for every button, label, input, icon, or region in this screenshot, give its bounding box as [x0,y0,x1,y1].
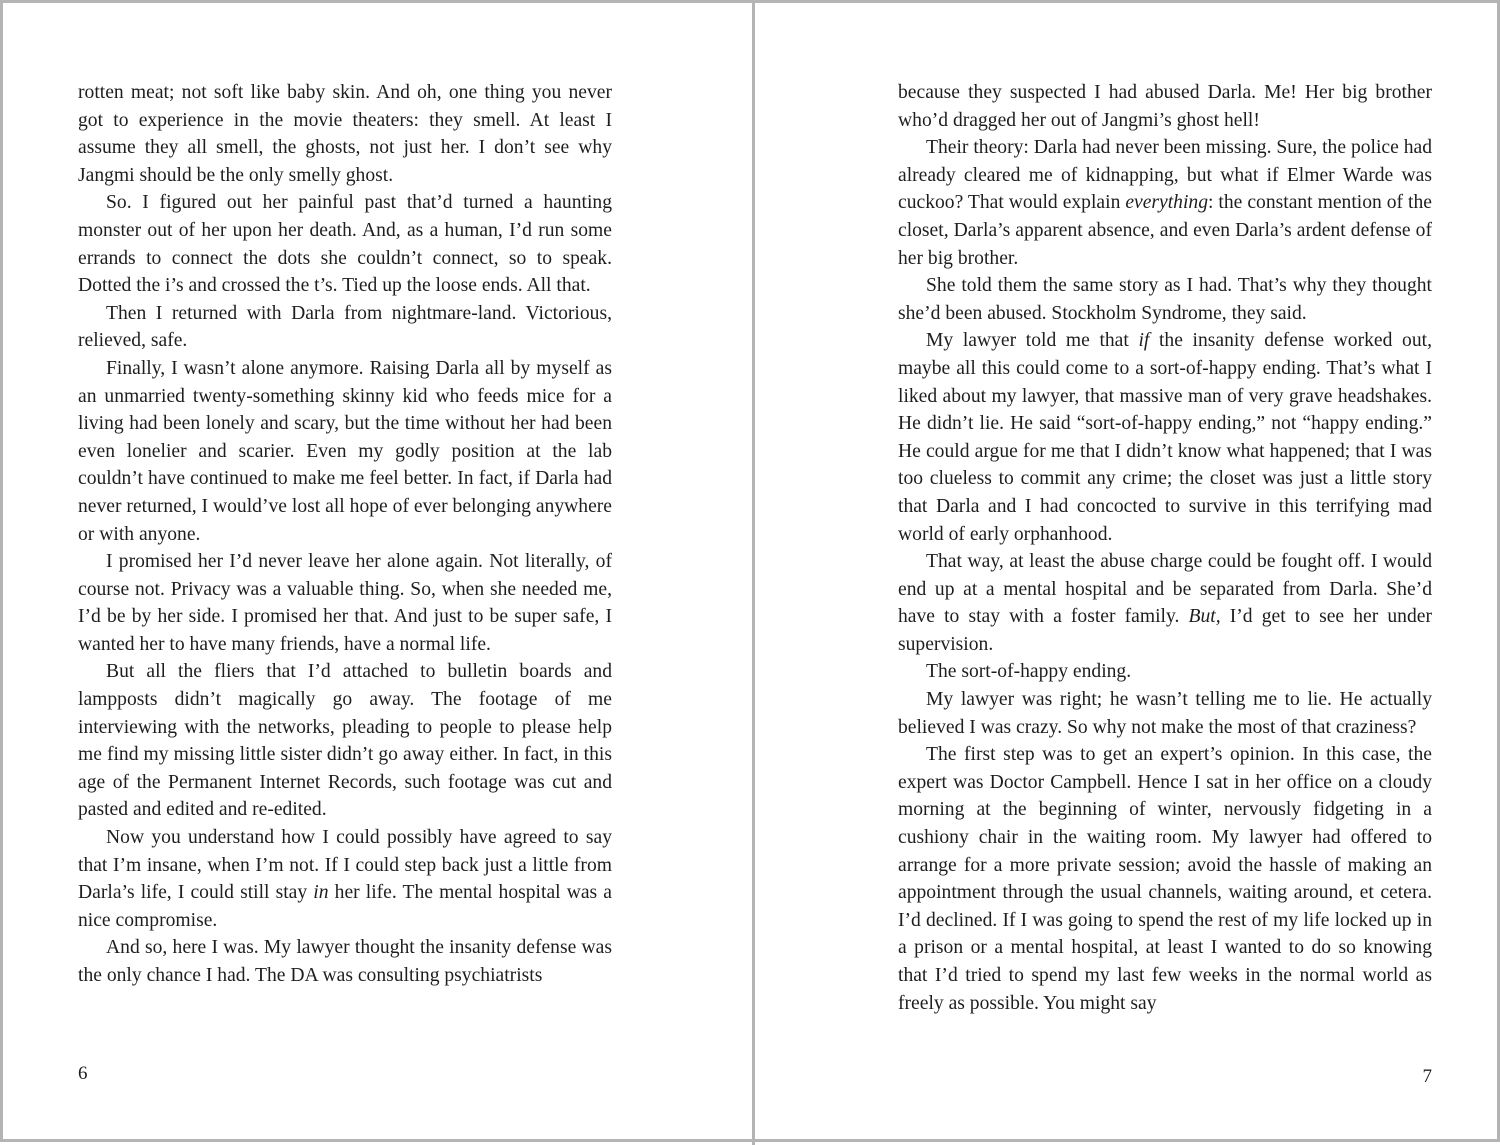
paragraph: So. I figured out her painful past that’d turned a haunting monster out of her upon her death. And, as a human, I’d run some errands to connect the dots she couldn’t connect, so to speak. Dotted the i’s and crossed the t’s. Tied up the loose ends. All that. [78,192,612,297]
paragraph: rotten meat; not soft like baby skin. And oh, one thing you never got to experience in the movie theaters: they smell. At least I assume they all smell, the ghosts, not just her. I don’t see why Jangmi should be the only smelly ghost. [78,82,612,186]
paragraph: My lawyer told me that if the insanity defense worked out, maybe all this could come to a sort-of-happy ending. That’s what I liked about my lawyer, that massive man of very grave headshakes. He didn’t lie. He said “sort-of-happy ending,” not “happy ending.” He could argue for me that I didn’t know what happened; that I was too clueless to commit any crime; the closet was just a little story that Darla and I had concocted to survive in this terrifying mad world of early orphanhood. [898,330,1432,545]
italic-emphasis: in [313,882,329,904]
right-page-body [898,79,1432,1017]
page-gutter-divider [752,3,755,1145]
paragraph: She told them the same story as I had. That’s why they thought she’d been abused. Stockholm Syndrome, they said. [898,275,1432,324]
page-number-left: 6 [78,1063,88,1084]
paragraph: My lawyer was right; he wasn’t telling me to lie. He actually believed I was crazy. So why not make the most of that craziness? [898,689,1432,738]
paragraph: Now you understand how I could possibly have agreed to say that I’m insane, when I’m not. If I could step back just a little from Darla’s life, I could still stay in her life. The mental hospital was a nice compromise. [78,827,612,931]
paragraph: Finally, I wasn’t alone anymore. Raising Darla all by myself as an unmarried twenty-something skinny kid who feeds mice for a living had been lonely and scary, but the time without her had been even lonelier and scarier. Even my godly position at the lab couldn’t have continued to make me feel better. In fact, if Darla had never returned, I would’ve lost all hope of ever belonging anywhere or with anyone. [78,357,612,545]
paragraph: That way, at least the abuse charge could be fought off. I would end up at a mental hospital and be separated from Darla. She’d have to stay with a foster family. But, I’d get to see her under supervision. [898,551,1432,655]
paragraph: because they suspected I had abused Darla. Me! Her big brother who’d dragged her out of Jangmi’s ghost hell! [898,82,1432,131]
paragraph: The first step was to get an expert’s opinion. In this case, the expert was Doctor Campbell. Hence I sat in her office on a cloudy morning at the beginning of winter, nervously fidgeting in a cushiony chair in the waiting room. My lawyer had offered to arrange for a more private session; avoid the hassle of making an appointment through the usual channels, waiting around, et cetera. I’d declined. If I was going to spend the rest of my life locked up in a prison or a mental hospital, at least I wanted to do so knowing that I’d tried to spend my last few weeks in the normal world as freely as possible. You might say [898,744,1432,1014]
paragraph: I promised her I’d never leave her alone again. Not literally, of course not. Privacy was a valuable thing. So, when she needed me, I’d be by her side. I promised her that. And just to be super safe, I wanted her to have many friends, have a normal life. [78,551,612,655]
paragraph: Their theory: Darla had never been missing. Sure, the police had already cleared me of kidnapping, but what if Elmer Warde was cuckoo? That would explain everything: the constant mention of the closet, Darla’s apparent absence, and even Darla’s ardent defense of her big brother. [898,137,1433,269]
paragraph: But all the fliers that I’d attached to bulletin boards and lampposts didn’t magically go away. The footage of me interviewing with the networks, pleading to people to please help me find my missing little sister didn’t go away either. In fact, in this age of the Permanent Internet Records, such footage was cut and pasted and edited and re-edited. [78,661,612,821]
italic-emphasis: But, [1188,606,1221,628]
italic-emphasis: if [1138,330,1150,352]
page-number-right: 7 [1422,1066,1432,1087]
left-page-body [78,79,612,990]
paragraph: Then I returned with Darla from nightmare-land. Victorious, relieved, safe. [78,302,612,352]
paragraph: And so, here I was. My lawyer thought the insanity defense was the only chance I had. The DA was consulting psychiatrists [78,937,612,986]
italic-emphasis: everything [1125,192,1209,214]
paragraph: The sort-of-happy ending. [926,661,1132,683]
